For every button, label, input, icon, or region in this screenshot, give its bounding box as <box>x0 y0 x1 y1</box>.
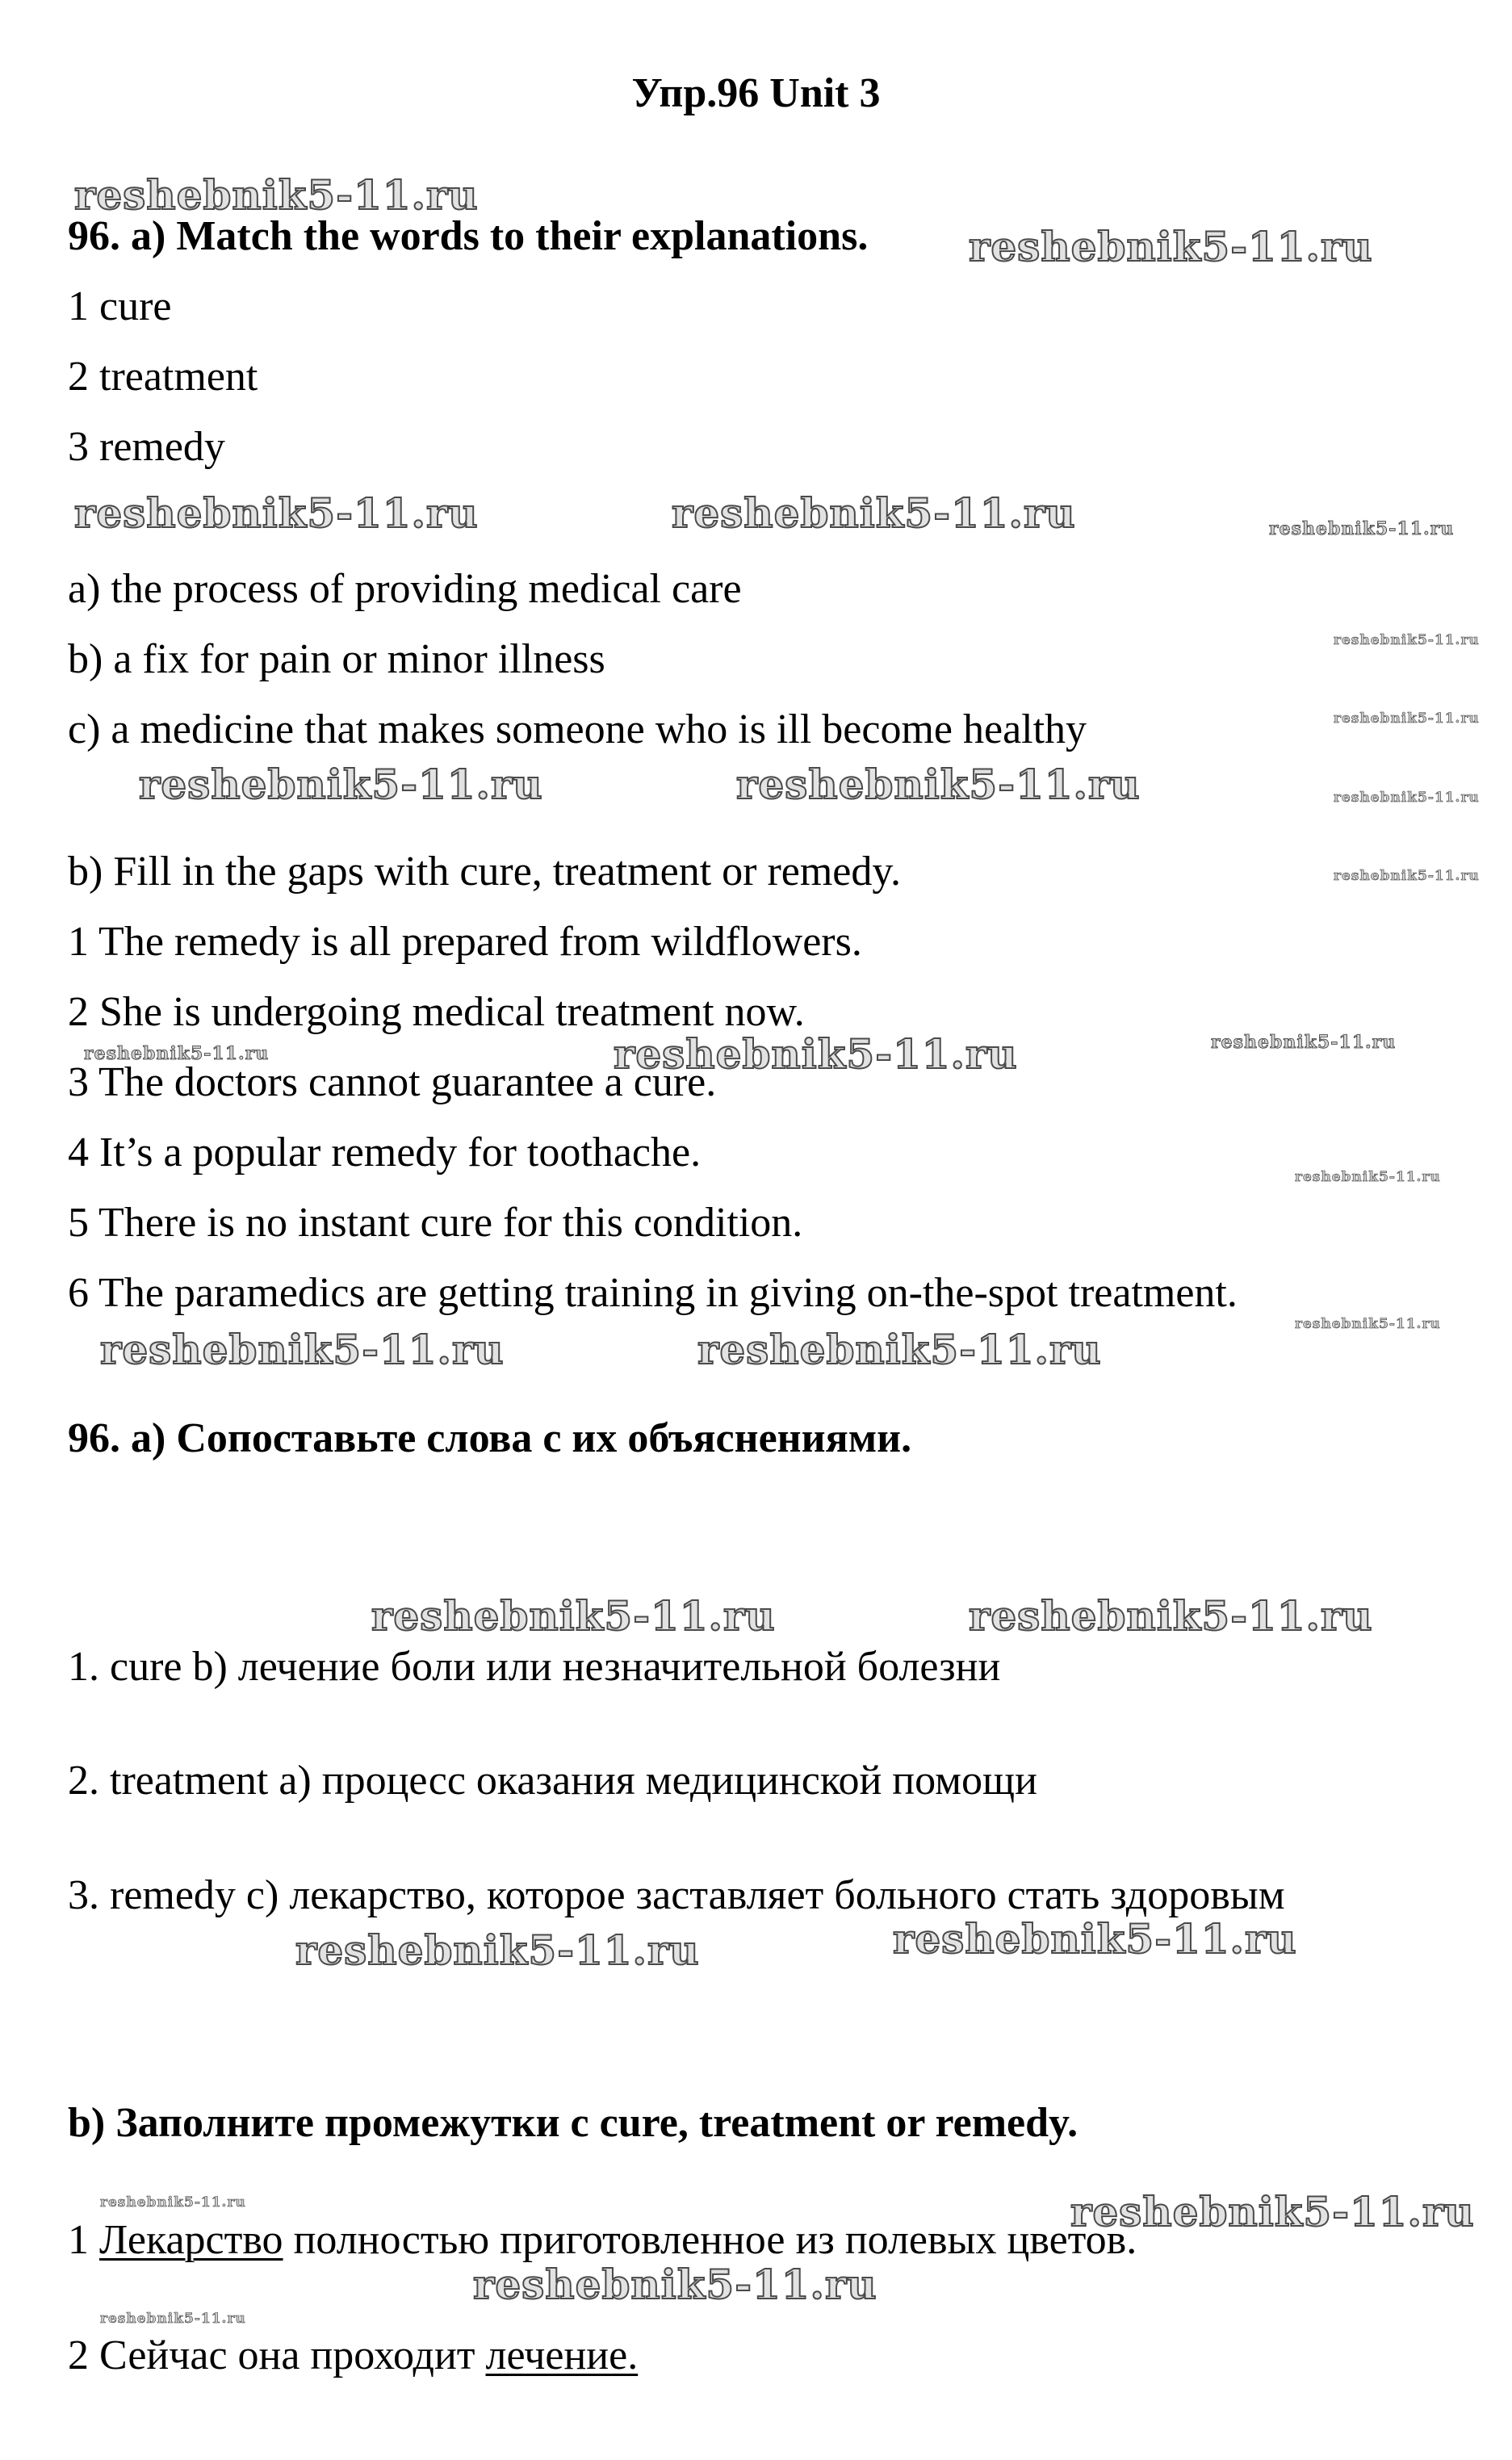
explanation-item: a) the process of providing medical care <box>68 566 742 612</box>
translation-match: 1. cure b) лечение боли или незначительной болезни <box>68 1644 1001 1690</box>
translation-a-heading: 96. a) Сопоставьте слова с их объяснениями. <box>68 1415 912 1461</box>
watermark-logo: reshebnik5-11.ru <box>736 761 1141 808</box>
exercise-a-heading: 96. a) Match the words to their explanations. <box>68 213 869 259</box>
watermark-logo: reshebnik5-11.ru <box>84 1043 270 1064</box>
watermark-logo: reshebnik5-11.ru <box>697 1326 1102 1373</box>
watermark-logo: reshebnik5-11.ru <box>969 1592 1373 1640</box>
translation-b-heading: b) Заполните промежутки с cure, treatment or remedy. <box>68 2100 1079 2146</box>
watermark-logo: reshebnik5-11.ru <box>1334 790 1480 806</box>
watermark-logo: reshebnik5-11.ru <box>371 1592 776 1640</box>
translation-match: 3. remedy c) лекарство, которое заставляет больного стать здоровым <box>68 1872 1285 1918</box>
watermark-logo: reshebnik5-11.ru <box>1295 1316 1441 1332</box>
word-item: 2 treatment <box>68 354 258 400</box>
watermark-logo: reshebnik5-11.ru <box>1334 710 1480 727</box>
translation-match: 2. treatment a) процесс оказания медицинской помощи <box>68 1758 1037 1804</box>
underlined-answer: Лекарство <box>99 2217 283 2263</box>
watermark-logo: reshebnik5-11.ru <box>100 1326 505 1373</box>
watermark-logo: reshebnik5-11.ru <box>139 761 543 808</box>
sentence-item: 2 She is undergoing medical treatment now. <box>68 989 805 1035</box>
watermark-logo: reshebnik5-11.ru <box>100 2311 246 2327</box>
watermark-logo: reshebnik5-11.ru <box>1334 868 1480 884</box>
sentence-lead: 2 Сейчас она проходит <box>68 2332 486 2378</box>
explanation-item: b) a fix for pain or minor illness <box>68 636 605 682</box>
page-title: Упр.96 Unit 3 <box>631 70 881 116</box>
watermark-logo: reshebnik5-11.ru <box>893 1915 1297 1963</box>
sentence-item: 3 The doctors cannot guarantee a cure. <box>68 1059 717 1105</box>
word-item: 1 cure <box>68 283 172 329</box>
watermark-logo: reshebnik5-11.ru <box>1211 1032 1397 1053</box>
sentence-number: 1 <box>68 2217 99 2263</box>
sentence-item: 4 It’s a popular remedy for toothache. <box>68 1129 702 1176</box>
watermark-logo: reshebnik5-11.ru <box>969 223 1373 270</box>
exercise-b-heading: b) Fill in the gaps with cure, treatment or remedy. <box>68 849 902 895</box>
watermark-logo: reshebnik5-11.ru <box>614 1030 1018 1078</box>
translation-sentence <box>68 2332 638 2380</box>
sentence-rest: полностью приготовленное из полевых цветов. <box>283 2217 1137 2263</box>
watermark-logo: reshebnik5-11.ru <box>74 489 479 537</box>
sentence-item: 1 The remedy is all prepared from wildflowers. <box>68 919 862 965</box>
underlined-answer: лечение. <box>485 2332 639 2378</box>
explanation-item: c) a medicine that makes someone who is ill become healthy <box>68 706 1087 752</box>
sentence-item: 5 There is no instant cure for this condition. <box>68 1200 803 1246</box>
translation-sentence <box>68 2216 1137 2265</box>
watermark-logo: reshebnik5-11.ru <box>1269 518 1455 539</box>
word-item: 3 remedy <box>68 424 225 470</box>
watermark-logo: reshebnik5-11.ru <box>1295 1169 1441 1185</box>
watermark-logo: reshebnik5-11.ru <box>1334 632 1480 648</box>
watermark-logo: reshebnik5-11.ru <box>100 2194 246 2211</box>
watermark-logo: reshebnik5-11.ru <box>473 2261 877 2308</box>
watermark-logo: reshebnik5-11.ru <box>1070 2188 1475 2236</box>
sentence-item: 6 The paramedics are getting training in giving on-the-spot treatment. <box>68 1270 1238 1316</box>
watermark-logo: reshebnik5-11.ru <box>295 1926 700 1974</box>
watermark-logo: reshebnik5-11.ru <box>74 171 479 219</box>
watermark-logo: reshebnik5-11.ru <box>672 489 1076 537</box>
